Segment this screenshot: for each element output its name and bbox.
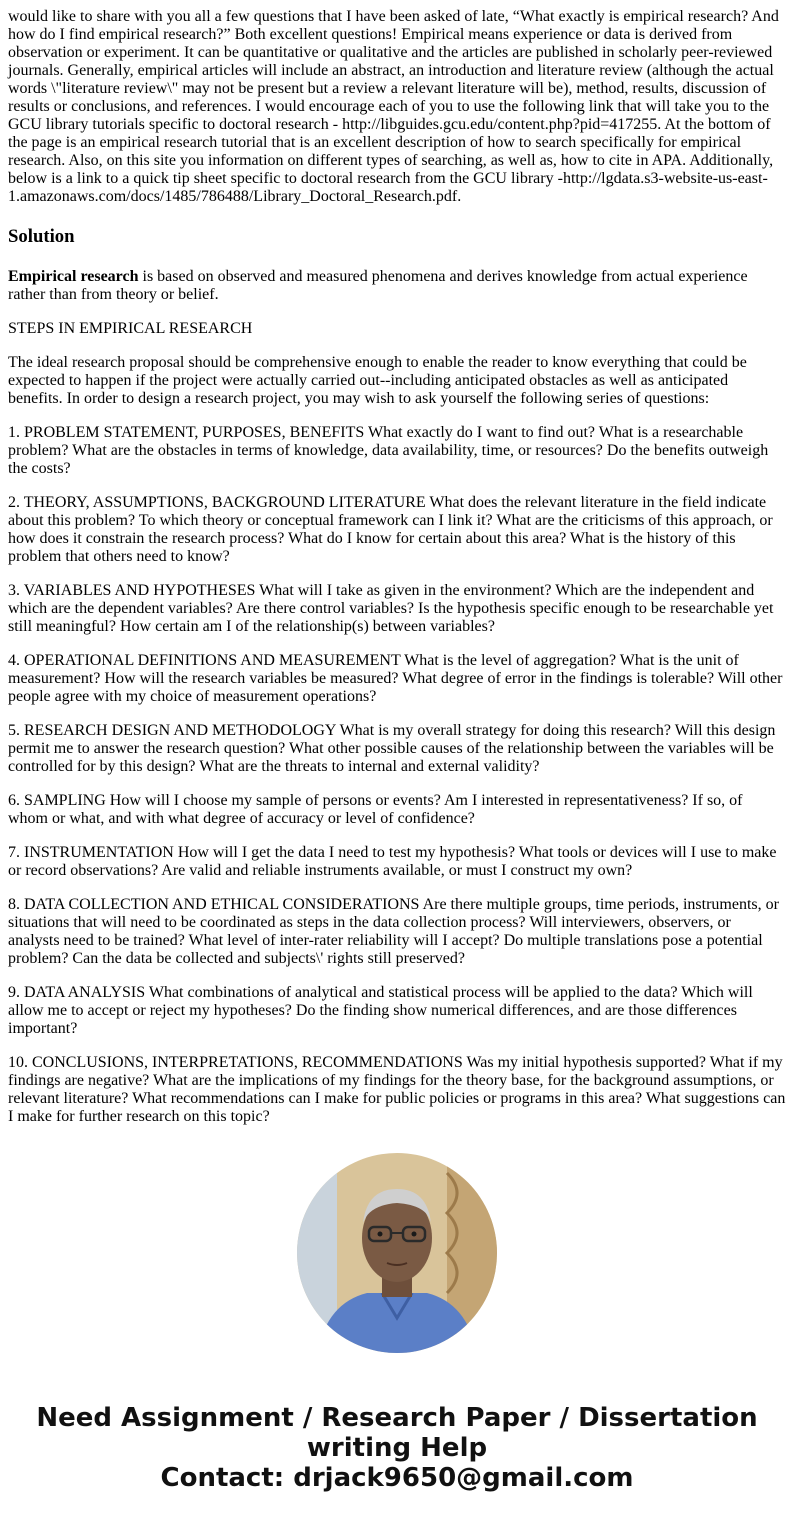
step-item: 6. SAMPLING How will I choose my sample of persons or events? Am I interested in representativeness? If so, of whom or what, and with what degree of accuracy or level of confidence?: [8, 792, 743, 827]
promo-line-2: writing Help: [306, 1433, 488, 1463]
document-body: [8, 8, 786, 1142]
step-item: 10. CONCLUSIONS, INTERPRETATIONS, RECOMMENDATIONS Was my initial hypothesis supported? What if my findings are negative? What are the implications of my findings for the theory base, for the background assumptions, or relevant literature? What recommendations can I make for public policies or programs in this area? What suggestions can I make for further research on this topic?: [8, 1054, 786, 1125]
author-portrait: [297, 1153, 497, 1353]
promo-banner: [0, 1403, 794, 1493]
definition-paragraph: [8, 268, 786, 304]
step-item: 7. INSTRUMENTATION How will I get the data I need to test my hypothesis? What tools or devices will I use to make or record observations? Are valid and reliable instruments available, or must I construct my own?: [8, 844, 777, 879]
steps-heading: STEPS IN EMPIRICAL RESEARCH: [8, 320, 253, 337]
proposal-paragraph: The ideal research proposal should be comprehensive enough to enable the reader to know everything that could be expected to happen if the project were actually carried out--including anticipated obstacles as well as anticipated benefits. In order to design a research project, you may wish to ask yourself the following series of questions:: [8, 354, 747, 407]
intro-paragraph: would like to share with you all a few questions that I have been asked of late, “What exactly is empirical research? And how do I find empirical research?” Both excellent questions! Empirical means experience or data is derived from observation or experiment. It can be quantitative or qualitative and the articles are published in scholarly peer-reviewed journals. Generally, empirical articles will include an abstract, an introduction and literature review (although the actual words \"literature review\" may not be present but a review a relevant literature will be), method, results, discussion of results or conclusions, and references. I would encourage each of you to use the following link that will take you to the GCU library tutorials specific to doctoral research - http://libguides.gcu.edu/content.php?pid=417255. At the bottom of the page is an empirical research tutorial that is an excellent description of how to search specifically for empirical research. Also, on this site you information on different types of searching, as well as, how to cite in APA. Additionally, below is a link to a quick tip sheet specific to doctoral research from the GCU library -http://lgdata.s3-website-us-east-1.amazonaws.com/docs/1485/786488/Library_Doctoral_Research.pdf.: [8, 8, 779, 205]
avatar-eye-right: [412, 1232, 417, 1237]
step-item: 2. THEORY, ASSUMPTIONS, BACKGROUND LITERATURE What does the relevant literature in the field indicate about this problem? To which theory or conceptual framework can I link it? What are the criticisms of this approach, or how does it constrain the research process? What do I know for certain about this area? What is the history of this problem that others need to know?: [8, 494, 773, 565]
promo-contact: Contact: drjack9650@gmail.com: [160, 1463, 634, 1493]
definition-term: Empirical research: [8, 268, 139, 285]
author-avatar: [297, 1153, 497, 1353]
definition-text: is based on observed and measured phenomena and derives knowledge from actual experience rather than from theory or belief.: [8, 268, 748, 303]
solution-heading: Solution: [8, 226, 75, 247]
step-item: 3. VARIABLES AND HYPOTHESES What will I take as given in the environment? Which are the independent and which are the dependent variables? Are there control variables? Is the hypothesis specific enough to be researchable yet still meaningful? How certain am I of the relationship(s) between variables?: [8, 582, 774, 635]
step-item: 9. DATA ANALYSIS What combinations of analytical and statistical process will be applied to the data? Which will allow me to accept or reject my hypotheses? Do the finding show numerical differences, and are those differences important?: [8, 984, 753, 1037]
promo-line-1: Need Assignment / Research Paper / Dissertation: [36, 1403, 758, 1433]
step-item: 8. DATA COLLECTION AND ETHICAL CONSIDERATIONS Are there multiple groups, time periods, instruments, or situations that will need to be coordinated as steps in the data collection process? Will interviewers, observers, or analysts need to be trained? What level of inter-rater reliability will I accept? Do multiple translations pose a potential problem? Can the data be collected and subjects\' rights still preserved?: [8, 896, 779, 967]
step-item: 1. PROBLEM STATEMENT, PURPOSES, BENEFITS What exactly do I want to find out? What is a researchable problem? What are the obstacles in terms of knowledge, data availability, time, or resources? Do the benefits outweigh the costs?: [8, 424, 769, 477]
step-item: 5. RESEARCH DESIGN AND METHODOLOGY What is my overall strategy for doing this research? Will this design permit me to answer the research question? What other possible causes of the relationship between the variables will be controlled for by this design? What are the threats to internal and external validity?: [8, 722, 776, 775]
avatar-eye-left: [378, 1232, 383, 1237]
step-item: 4. OPERATIONAL DEFINITIONS AND MEASUREMENT What is the level of aggregation? What is the unit of measurement? How will the research variables be measured? What degree of error in the findings is tolerable? Will other people agree with my choice of measurement operations?: [8, 652, 783, 705]
